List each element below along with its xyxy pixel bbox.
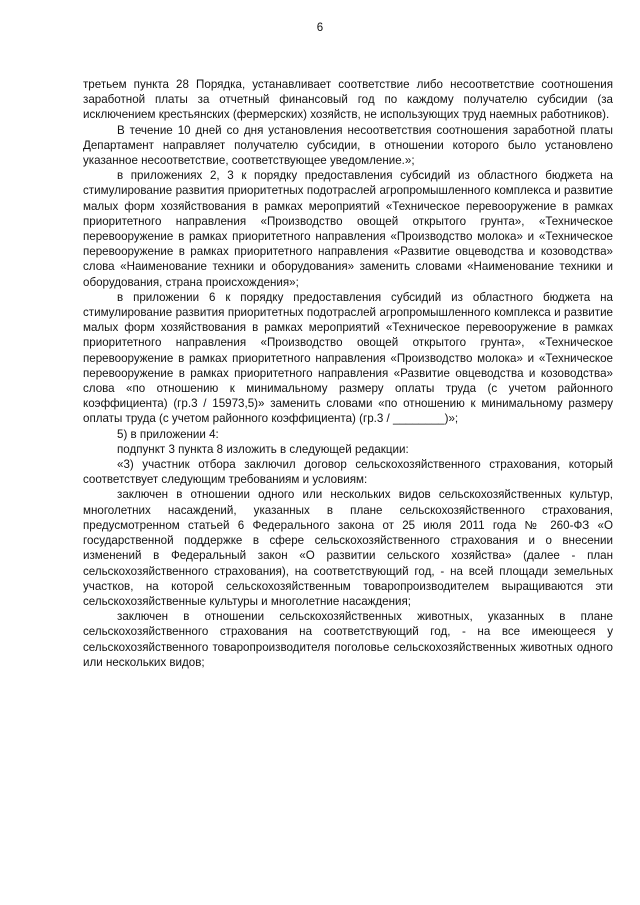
paragraph-continuation: третьем пункта 28 Порядка, устанавливает соответствие либо несоответствие соотношения заработной платы за отчетный финансовый год по каждому получателю субсидии (за исключением крестьянских (фермерских) хозяйств, не использующих труд наемных работников). (83, 78, 613, 122)
paragraph-crops-insurance: заключен в отношении одного или нескольких видов сельскохозяйственных культур, многолетних насаждений, указанных в плане сельскохозяйственного страхования, предусмотренном статьей 6 Федерального закона от 25 июля 2011 года № 260-ФЗ «О государственной поддержке в сфере сельскохозяйственного страхования и о внесении изменений в Федеральный закон «О развитии сельского хозяйства» (далее - план сельскохозяйственного страхования), на соответствующий год, - на всей площади земельных участков, на которой сельскохозяйственным товаропроизводителем выращиваются эти сельскохозяйственные культуры и многолетние насаждения; (83, 488, 613, 608)
paragraph-appendices-2-3: в приложениях 2, 3 к порядку предоставления субсидий из областного бюджета на стимулирование развития приоритетных подотраслей агропромышленного комплекса и развитие малых форм хозяйствования в рамках мероприятий «Техническое перевооружение в рамках приоритетного направления «Производство овощей открытого грунта», «Техническое перевооружение в рамках приоритетного направления «Производство молока» и «Техническое перевооружение в рамках приоритетного направления «Развитие овцеводства и козоводства» слова «Наименование техники и оборудования» заменить словами «Наименование техники и оборудования, страна происхождения»; (83, 169, 613, 289)
paragraph-subitem-3: подпункт 3 пункта 8 изложить в следующей редакции: (117, 442, 409, 456)
paragraph-notification: В течение 10 дней со дня установления несоответствия соотношения заработной платы Департамент направляет получателю субсидии, в отношении которого было установлено указанное несоответствие, соответствующее уведомление.»; (83, 123, 613, 168)
page-number: 6 (316, 22, 324, 34)
paragraph-animals-insurance: заключен в отношении сельскохозяйственных животных, указанных в плане сельскохозяйственного страхования на соответствующий год, - на все имеющееся у сельскохозяйственного товаропроизводителя поголовье сельскохозяйственных животных одного или нескольких видов; (83, 610, 613, 669)
paragraph-appendix-6: в приложении 6 к порядку предоставления субсидий из областного бюджета на стимулирование развития приоритетных подотраслей агропромышленного комплекса и развитие малых форм хозяйствования в рамках мероприятий «Техническое перевооружение в рамках приоритетного направления «Производство овощей открытого грунта», «Техническое перевооружение в рамках приоритетного направления «Производство молока» и «Техническое перевооружение в рамках приоритетного направления «Развитие овцеводства и козоводства» слова «по отношению к минимальному размеру оплаты труда (с учетом районного коэффициента) (гр.3 / 15973,5)» заменить словами «по отношению к минимальному размеру оплаты труда (с учетом районного коэффициента) (гр.3 / ________)»; (83, 290, 613, 426)
document-body (83, 77, 613, 670)
paragraph-item-5: 5) в приложении 4: (117, 427, 219, 441)
paragraph-insurance-condition: «3) участник отбора заключил договор сельскохозяйственного страхования, который соответствует следующим требованиям и условиям: (83, 458, 613, 487)
